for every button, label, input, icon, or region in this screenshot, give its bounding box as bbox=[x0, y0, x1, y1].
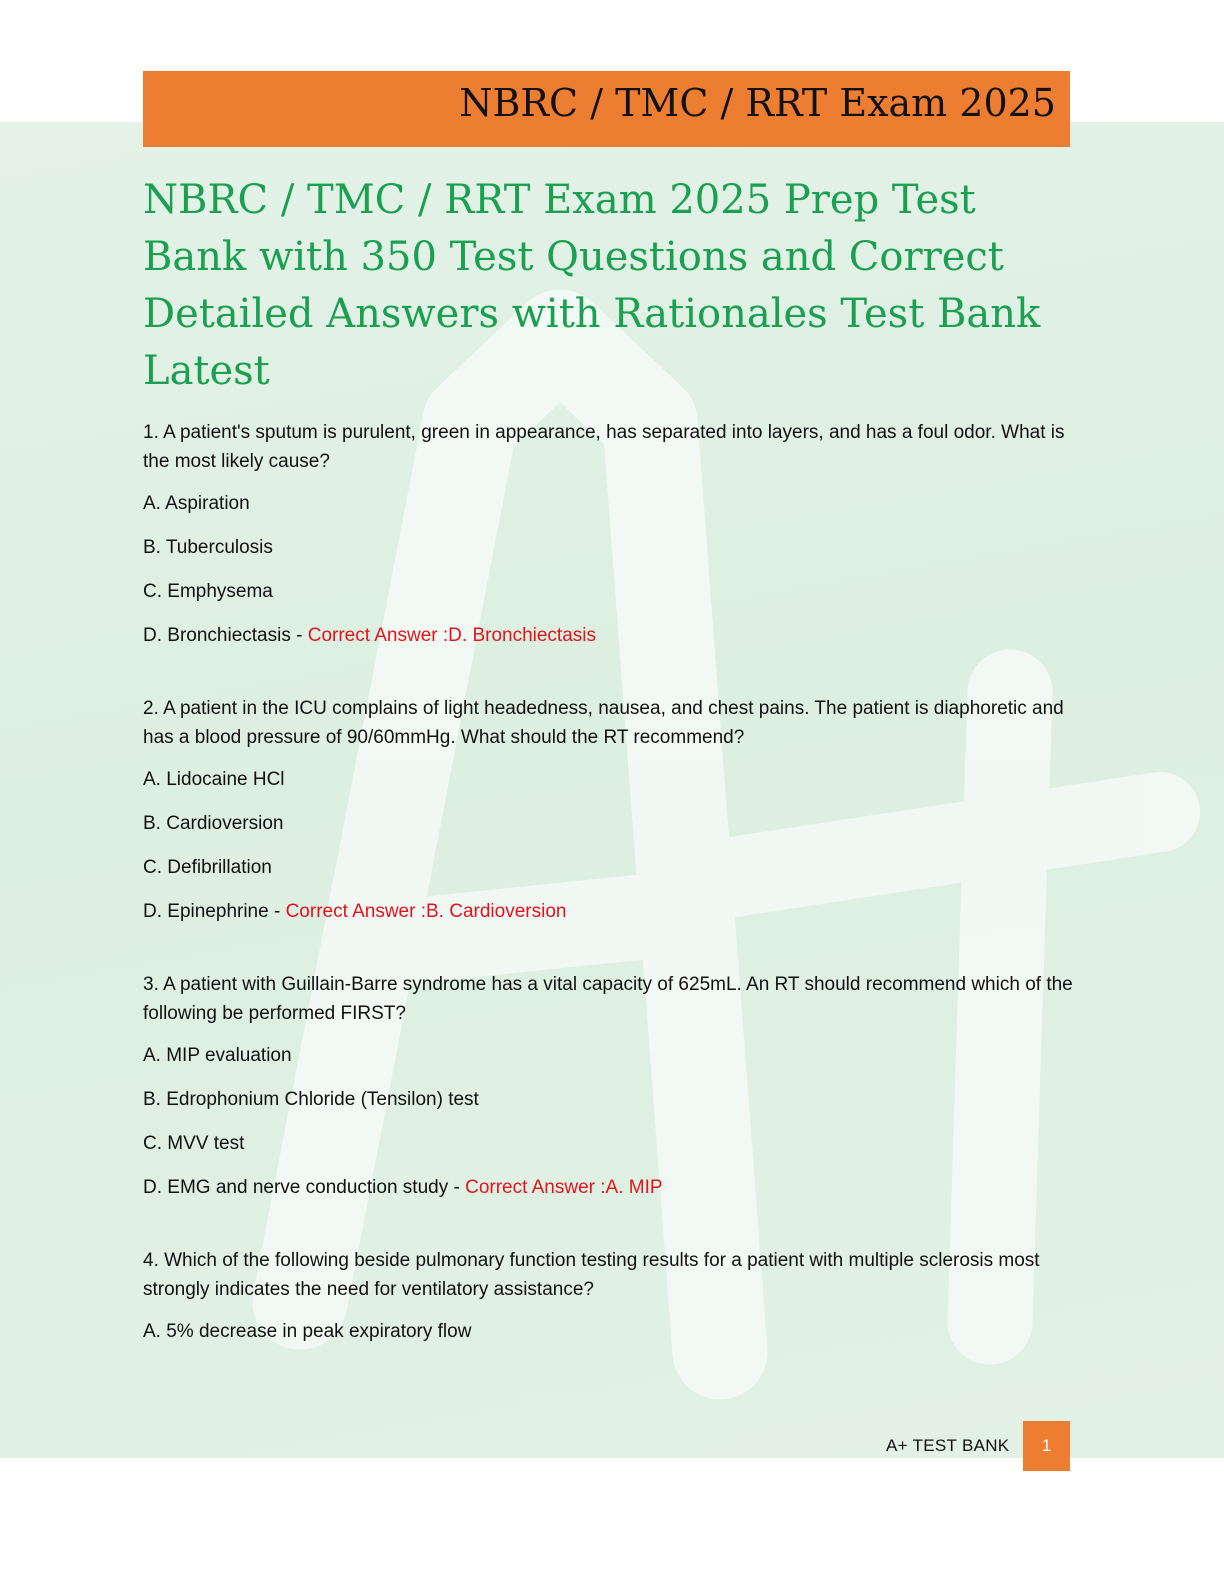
question-stem: 3. A patient with Guillain-Barre syndrome has a vital capacity of 625mL. An RT should recommend which of the following be performed FIRST? bbox=[143, 974, 1073, 1024]
answer-option: C. MVV test bbox=[143, 1133, 245, 1154]
footer-label: A+ TEST BANK bbox=[886, 1436, 1010, 1455]
answer-option-last bbox=[143, 897, 1073, 926]
answer-option: C. Defibrillation bbox=[143, 857, 272, 878]
answer-option: B. Cardioversion bbox=[143, 813, 284, 834]
answer-option-text: D. EMG and nerve conduction study - bbox=[143, 1177, 466, 1198]
answer-option: A. Lidocaine HCl bbox=[143, 769, 285, 790]
answer-option-last bbox=[143, 621, 1073, 650]
header-title: NBRC / TMC / RRT Exam 2025 bbox=[459, 81, 1056, 125]
answer-option-text: D. Epinephrine - bbox=[143, 901, 286, 922]
question-stem: 1. A patient's sputum is purulent, green in appearance, has separated into layers, and has a foul odor. What is the most likely cause? bbox=[143, 422, 1065, 472]
answer-option: B. Tuberculosis bbox=[143, 537, 273, 558]
answer-option: C. Emphysema bbox=[143, 581, 273, 602]
page-number: 1 bbox=[1023, 1421, 1070, 1471]
answer-option: A. Aspiration bbox=[143, 493, 250, 514]
question-block bbox=[143, 970, 1073, 1202]
answer-option: A. MIP evaluation bbox=[143, 1045, 292, 1066]
answer-option-last bbox=[143, 1173, 1073, 1202]
correct-answer: Correct Answer :D. Bronchiectasis bbox=[307, 625, 596, 646]
correct-answer: Correct Answer :A. MIP bbox=[465, 1177, 663, 1198]
answer-option: A. 5% decrease in peak expiratory flow bbox=[143, 1321, 472, 1342]
answer-option: B. Edrophonium Chloride (Tensilon) test bbox=[143, 1089, 479, 1110]
question-block bbox=[143, 694, 1073, 926]
question-stem: 2. A patient in the ICU complains of light headedness, nausea, and chest pains. The patient is diaphoretic and has a blood pressure of 90/60mmHg. What should the RT recommend? bbox=[143, 698, 1064, 748]
question-stem: 4. Which of the following beside pulmonary function testing results for a patient with multiple sclerosis most strongly indicates the need for ventilatory assistance? bbox=[143, 1250, 1040, 1300]
question-block bbox=[143, 418, 1073, 650]
question-list bbox=[143, 418, 1073, 1390]
correct-answer: Correct Answer :B. Cardioversion bbox=[285, 901, 567, 922]
header-bar bbox=[143, 71, 1070, 147]
document-title: NBRC / TMC / RRT Exam 2025 Prep Test Bank with 350 Test Questions and Correct Detailed Answers with Rationales Test Bank Latest bbox=[143, 177, 1041, 394]
answer-option-text: D. Bronchiectasis - bbox=[143, 625, 308, 646]
question-block bbox=[143, 1246, 1073, 1346]
